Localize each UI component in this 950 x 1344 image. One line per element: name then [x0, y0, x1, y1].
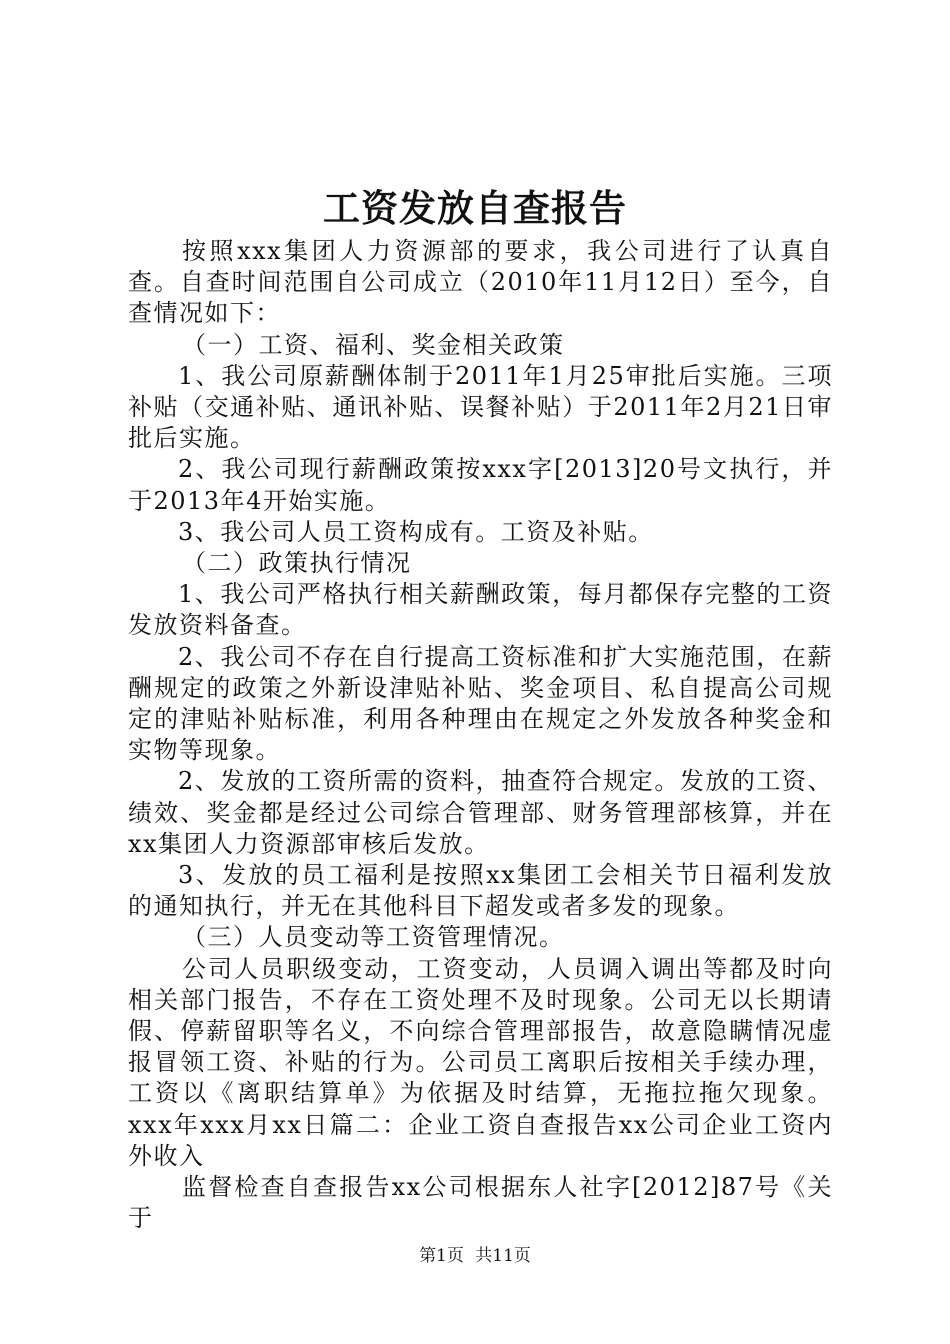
- paragraph: 3、发放的员工福利是按照xx集团工会相关节日福利发放的通知执行，并无在其他科目下超发或者多发的现象。: [128, 861, 833, 921]
- section-heading-3: （三）人员变动等工资管理情况。: [182, 923, 565, 952]
- paragraph: 公司人员职级变动，工资变动，人员调入调出等都及时向相关部门报告，不存在工资处理不及时现象。公司无以长期请假、停薪留职等名义，不向综合管理部报告，故意隐瞒情况虚报冒领工资、补贴的行为。公司员工离职后按相关手续办理，工资以《离职结算单》为依据及时结算，无拖拉拖欠现象。xxx年xxx月xx日篇二：企业工资自查报告xx公司企业工资内外收入: [128, 954, 833, 1170]
- document-title: 工资发放自查报告: [323, 186, 627, 230]
- paragraph: 2、发放的工资所需的资料，抽查符合规定。发放的工资、绩效、奖金都是经过公司综合管理部、财务管理部核算，并在xx集团人力资源部审核后发放。: [128, 767, 833, 858]
- paragraph: 1、我公司原薪酬体制于2011年1月25审批后实施。三项补贴（交通补贴、通讯补贴、误餐补贴）于2011年2月21日审批后实施。: [128, 361, 833, 453]
- paragraph: 2、我公司现行薪酬政策按xxx字[2013]20号文执行，并于2013年4开始实施。: [128, 455, 833, 515]
- paragraph: 1、我公司严格执行相关薪酬政策，每月都保存完整的工资发放资料备查。: [128, 580, 833, 640]
- paragraph: 3、我公司人员工资构成有。工资及补贴。: [178, 517, 654, 546]
- page-footer: [0, 1245, 950, 1267]
- section-heading-1: （一）工资、福利、奖金相关政策: [182, 330, 565, 359]
- intro-paragraph: 按照xxx集团人力资源部的要求，我公司进行了认真自查。自查时间范围自公司成立（2010年11月12日）至今，自查情况如下：: [128, 237, 833, 328]
- page-total: 共11页: [475, 1246, 531, 1266]
- paragraph: 2、我公司不存在自行提高工资标准和扩大实施范围，在薪酬规定的政策之外新设津贴补贴、奖金项目、私自提高公司规定的津贴补贴标准，利用各种理由在规定之外发放各种奖金和实物等现象。: [128, 642, 833, 765]
- page-number: 第1页: [419, 1246, 464, 1266]
- section-heading-2: （二）政策执行情况: [182, 549, 412, 578]
- document-body: [128, 236, 833, 1235]
- paragraph: 监督检查自查报告xx公司根据东人社字[2012]87号《关于: [128, 1173, 833, 1233]
